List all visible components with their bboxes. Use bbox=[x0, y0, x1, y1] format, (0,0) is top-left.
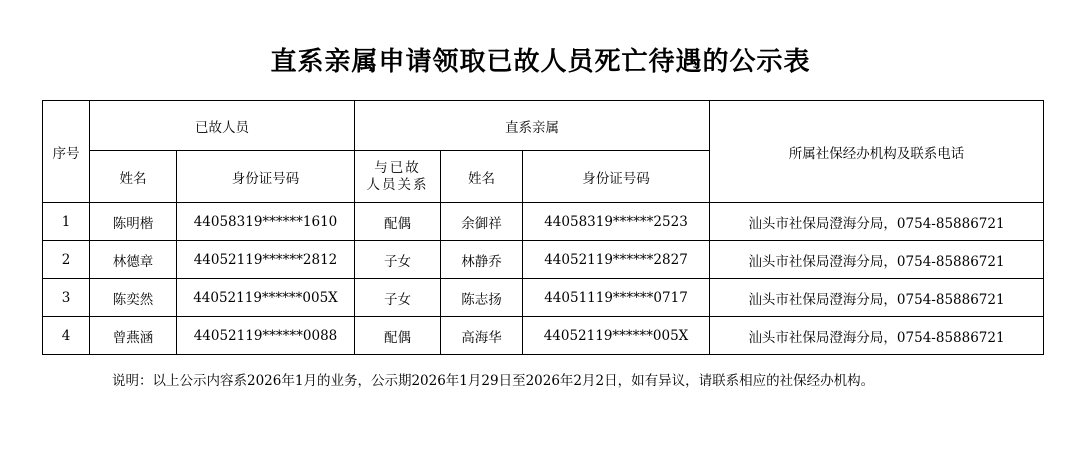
cell-relative-id: 44058319******2523 bbox=[523, 203, 710, 241]
header-relation-line2: 人员关系 bbox=[366, 176, 429, 193]
cell-office: 汕头市社保局澄海分局，0754-85886721 bbox=[710, 241, 1044, 279]
table-row bbox=[43, 317, 1044, 355]
cell-office: 汕头市社保局澄海分局，0754-85886721 bbox=[710, 317, 1044, 355]
header-deceased-name: 姓名 bbox=[90, 151, 177, 203]
header-relative-name: 姓名 bbox=[441, 151, 523, 203]
cell-seq: 3 bbox=[43, 279, 90, 317]
cell-deceased-id: 44052119******0088 bbox=[177, 317, 355, 355]
cell-relation: 配偶 bbox=[355, 203, 441, 241]
header-deceased-id: 身份证号码 bbox=[177, 151, 355, 203]
cell-deceased-name: 陈明楷 bbox=[90, 203, 177, 241]
table-row bbox=[43, 241, 1044, 279]
cell-relative-id: 44052119******005X bbox=[523, 317, 710, 355]
cell-relative-name: 林静乔 bbox=[441, 241, 523, 279]
cell-deceased-name: 陈奕然 bbox=[90, 279, 177, 317]
cell-deceased-id: 44052119******005X bbox=[177, 279, 355, 317]
header-relation-line1: 与已故 bbox=[374, 159, 421, 176]
cell-relation: 子女 bbox=[355, 279, 441, 317]
cell-office: 汕头市社保局澄海分局，0754-85886721 bbox=[710, 279, 1044, 317]
cell-seq: 4 bbox=[43, 317, 90, 355]
cell-relative-id: 44052119******2827 bbox=[523, 241, 710, 279]
cell-deceased-name: 曾燕涵 bbox=[90, 317, 177, 355]
cell-deceased-id: 44052119******2812 bbox=[177, 241, 355, 279]
header-relatives-group: 直系亲属 bbox=[355, 101, 710, 151]
header-deceased-group: 已故人员 bbox=[90, 101, 355, 151]
header-office: 所属社保经办机构及联系电话 bbox=[710, 101, 1044, 203]
cell-relative-name: 陈志扬 bbox=[441, 279, 523, 317]
cell-relative-name: 余御祥 bbox=[441, 203, 523, 241]
table-row bbox=[43, 203, 1044, 241]
cell-relation: 子女 bbox=[355, 241, 441, 279]
header-relation bbox=[355, 151, 441, 203]
cell-deceased-name: 林德章 bbox=[90, 241, 177, 279]
cell-seq: 2 bbox=[43, 241, 90, 279]
cell-relative-id: 44051119******0717 bbox=[523, 279, 710, 317]
header-row-group bbox=[43, 101, 1044, 151]
cell-relative-name: 高海华 bbox=[441, 317, 523, 355]
header-seq: 序号 bbox=[43, 101, 90, 203]
table-row bbox=[43, 279, 1044, 317]
cell-relation: 配偶 bbox=[355, 317, 441, 355]
cell-seq: 1 bbox=[43, 203, 90, 241]
footnote: 说明：以上公示内容系2026年1月的业务，公示期2026年1月29日至2026年2月2日，如有异议，请联系相应的社保经办机构。 bbox=[112, 373, 875, 389]
cell-deceased-id: 44058319******1610 bbox=[177, 203, 355, 241]
cell-office: 汕头市社保局澄海分局，0754-85886721 bbox=[710, 203, 1044, 241]
page-title: 直系亲属申请领取已故人员死亡待遇的公示表 bbox=[270, 47, 811, 77]
header-relative-id: 身份证号码 bbox=[523, 151, 710, 203]
notice-table bbox=[42, 100, 1044, 355]
